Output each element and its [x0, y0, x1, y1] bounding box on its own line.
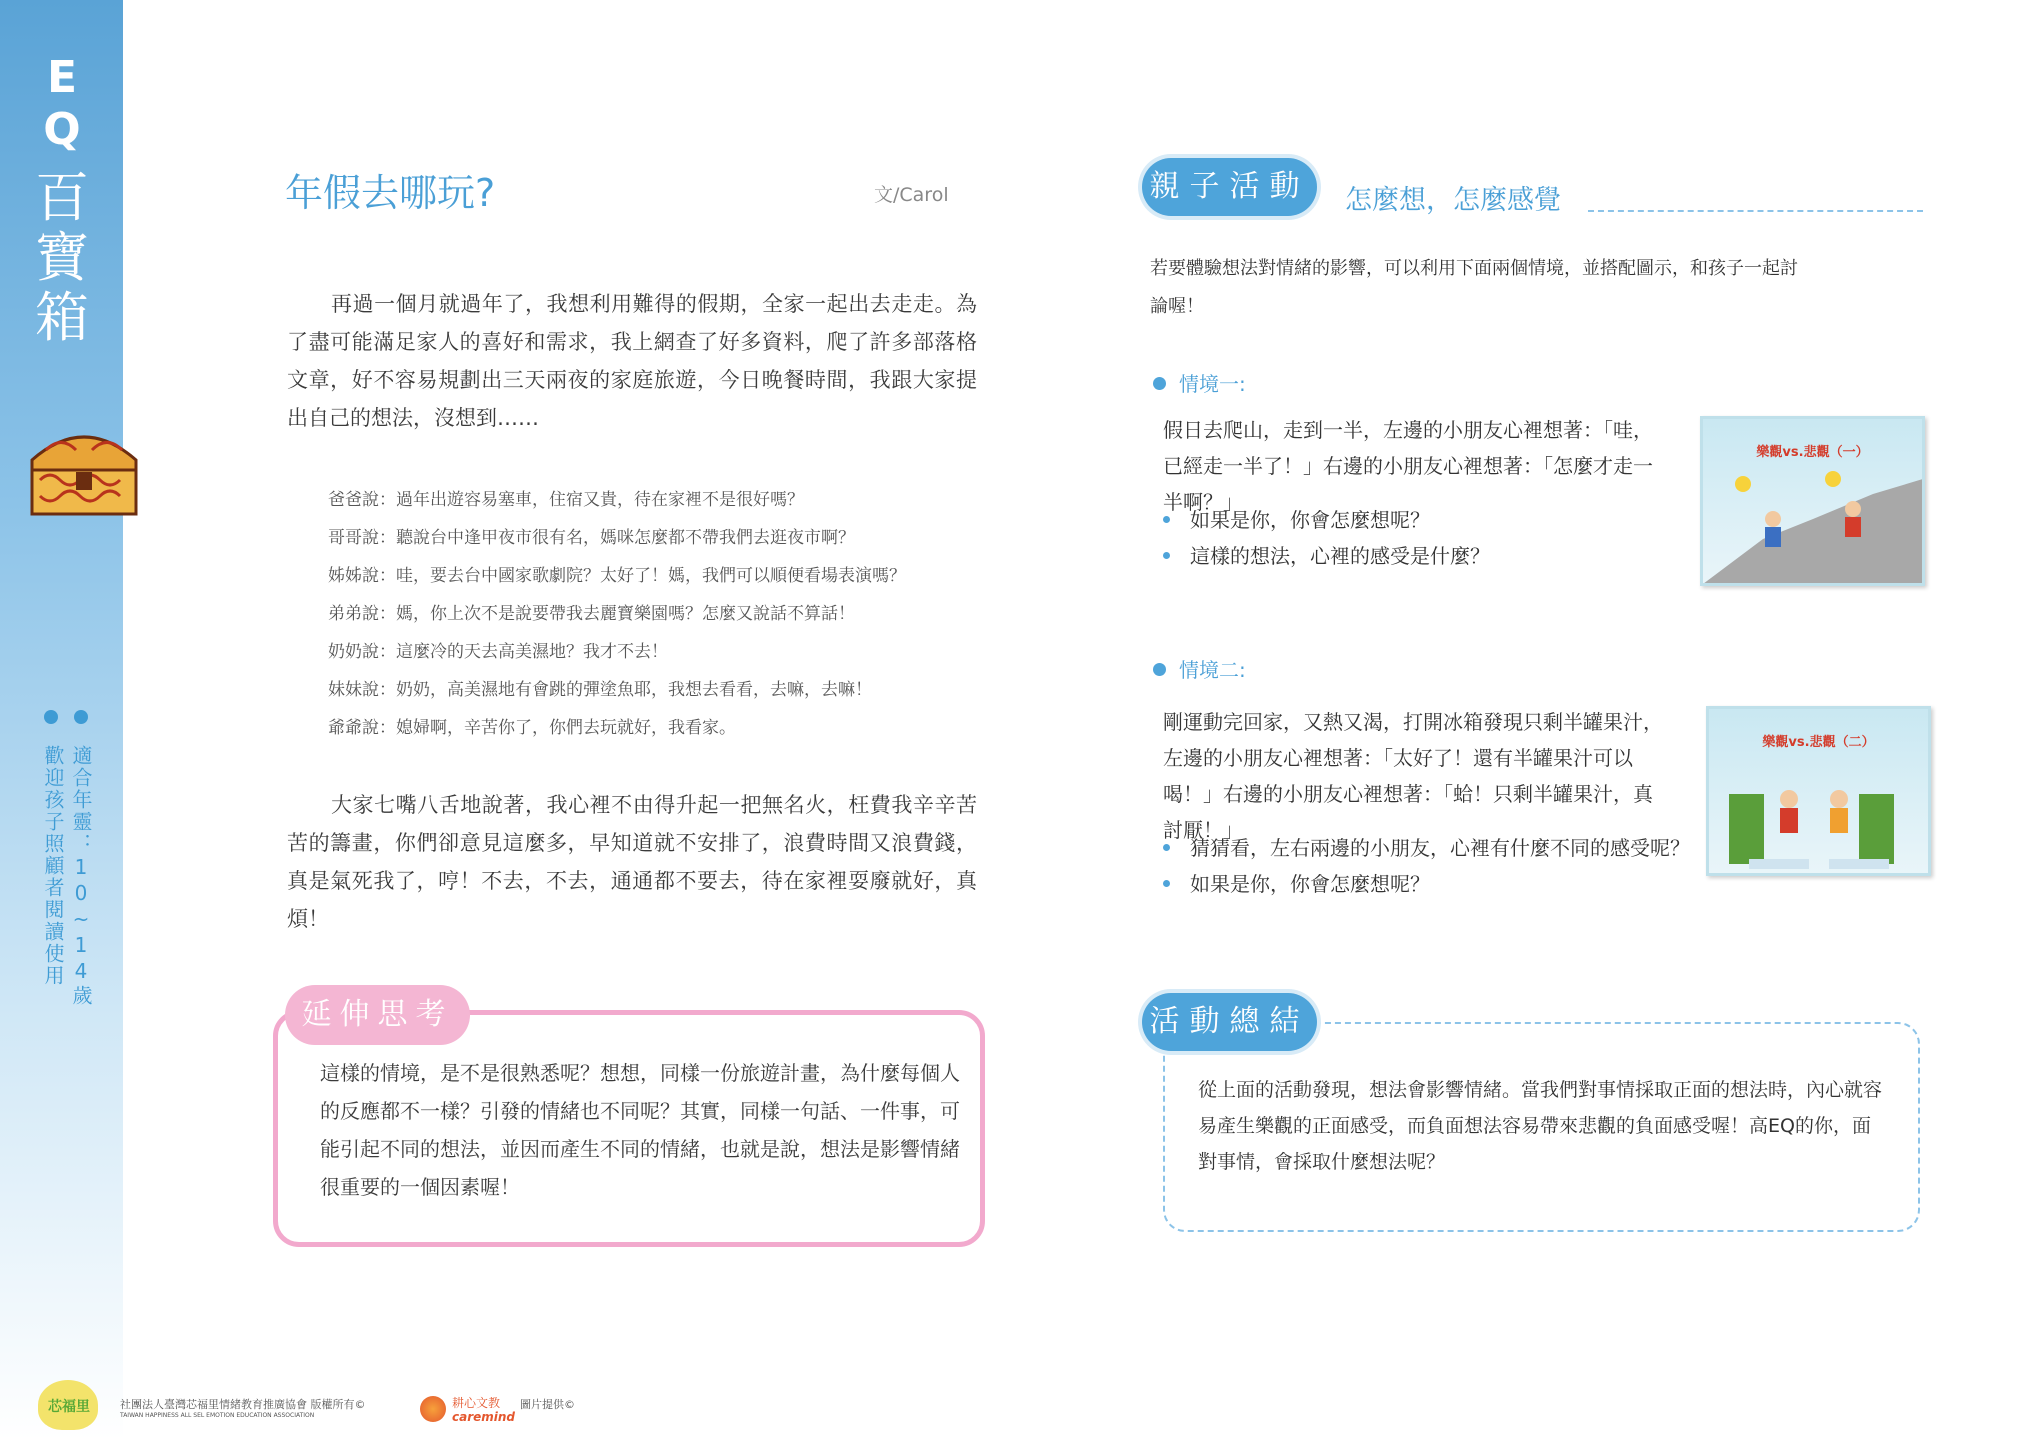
article-title: 年假去哪玩?	[285, 171, 496, 215]
dialog-line: 爺爺說：媳婦啊，辛苦你了，你們去玩就好，我看家。	[328, 718, 736, 738]
scenario1-label: 情境一:	[1153, 368, 1246, 397]
age-note: 適合年靈：10~14歲	[69, 745, 93, 1007]
think-text: 這樣的情境，是不是很熟悉呢？想想，同樣一份旅遊計畫，為什麼每個人的反應都不一樣？引發的情緒也不同呢？其實，同樣一句話、一件事，可能引起不同的想法，並因而產生不同的情緒，也就是說，想法是影響情緒很重要的一個因素喔！	[320, 1061, 960, 1199]
sidebar-q: Q	[43, 104, 81, 155]
sel-logo: 芯福里	[38, 1380, 98, 1430]
dialog-line: 妹妹說：奶奶，高美濕地有會跳的彈塗魚耶，我想去看看，去嘛，去嘛！	[328, 680, 872, 700]
footer-credit: 圖片提供©	[520, 1398, 575, 1411]
article-paragraph-2: 大家七嘴八舌地說著，我心裡不由得升起一把無名火，枉費我辛辛苦苦的籌畫，你們卻意見這麼多，早知道就不安排了，浪費時間又浪費錢，真是氣死我了，哼！不去，不去，通通都不要去，待在家裡耍廢就好，真煩！	[287, 793, 977, 931]
fridge-kids-icon	[1709, 749, 1929, 874]
sidebar-title	[30, 168, 94, 348]
scenario2-image-title: 樂觀vs.悲觀（二）	[1762, 735, 1875, 750]
caremind-brand: 耕心文教 caremind	[452, 1396, 516, 1424]
scenario1-questions	[1163, 502, 1490, 574]
sidebar-dot	[44, 710, 58, 724]
sidebar	[0, 0, 123, 1440]
scenario2-text: 剛運動完回家，又熱又渴，打開冰箱發現只剩半罐果汁，左邊的小朋友心裡想著：「太好了！還有半罐果汁可以喝！」右邊的小朋友心裡想著：「蛤！只剩半罐果汁，真討厭！」	[1163, 710, 1663, 842]
question-item: 這樣的想法，心裡的感受是什麼？	[1163, 538, 1490, 574]
dialog-line: 哥哥說：聽說台中逢甲夜市很有名，媽咪怎麼都不帶我們去逛夜市啊？	[328, 528, 855, 548]
question-item: 如果是你，你會怎麼想呢？	[1163, 502, 1490, 538]
dialog-line: 奶奶說：這麼冷的天去高美濕地？我才不去！	[328, 642, 668, 662]
guardian-note: 歡迎孩子照顧者閱讀使用	[41, 745, 65, 987]
summary-label: 活動總結	[1142, 993, 1317, 1051]
article-author: 文/Carol	[874, 184, 949, 206]
divider	[1588, 210, 1923, 212]
activity-intro: 若要體驗想法對情緒的影響，可以利用下面兩個情境，並搭配圖示，和孩子一起討論喔！	[1150, 258, 1798, 317]
think-label: 延伸思考	[285, 985, 470, 1045]
footer-org	[120, 1396, 366, 1419]
footer-org-cn: 社團法人臺灣芯福里情緒教育推廣協會 版權所有©	[120, 1398, 366, 1411]
sidebar-title-line: 寶	[35, 226, 89, 289]
scenario1-text: 假日去爬山，走到一半，左邊的小朋友心裡想著：「哇，已經走一半了！」右邊的小朋友心裡想著：「怎麼才走一半啊？」	[1163, 418, 1653, 514]
dialog-line: 爸爸說：過年出遊容易塞車，住宿又貴，待在家裡不是很好嗎？	[328, 490, 804, 510]
scenario2-label: 情境二:	[1153, 654, 1246, 683]
question-item: 如果是你，你會怎麼想呢？	[1163, 866, 1690, 902]
dialog-list	[328, 481, 968, 747]
scenario1-image-title: 樂觀vs.悲觀（一）	[1756, 445, 1869, 460]
sidebar-dot	[74, 710, 88, 724]
sidebar-title-line: 百	[35, 166, 89, 229]
activity-label: 親子活動	[1142, 158, 1317, 216]
treasure-chest-icon	[26, 420, 142, 520]
question-item: 猜猜看，左右兩邊的小朋友，心裡有什麼不同的感受呢？	[1163, 830, 1690, 866]
scenario2-illustration	[1706, 706, 1931, 876]
scenario1-illustration	[1700, 416, 1925, 586]
dialog-line: 弟弟說：媽，你上次不是說要帶我去麗寶樂園嗎？怎麼又說話不算話！	[328, 604, 855, 624]
mountain-hikers-icon	[1703, 459, 1923, 584]
scenario2-questions	[1163, 830, 1690, 902]
footer-org-en: TAIWAN HAPPINESS ALL SEL EMOTION EDUCATION ASSOCIATION	[120, 1412, 315, 1419]
activity-subtitle: 怎麼想，怎麼感覺	[1345, 185, 1561, 216]
sidebar-e: E	[46, 52, 78, 103]
sidebar-title-line: 箱	[35, 286, 89, 349]
dialog-line: 姊姊說：哇，要去台中國家歌劇院？太好了！媽，我們可以順便看場表演嗎？	[328, 566, 906, 586]
article-paragraph-1: 再過一個月就過年了，我想利用難得的假期，全家一起出去走走。為了盡可能滿足家人的喜好和需求，我上網查了好多資料，爬了許多部落格文章，好不容易規劃出三天兩夜的家庭旅遊，今日晚餐時間，我跟大家提出自己的想法，沒想到……	[287, 292, 977, 430]
summary-text: 從上面的活動發現，想法會影響情緒。當我們對事情採取正面的想法時，內心就容易產生樂觀的正面感受，而負面想法容易帶來悲觀的負面感受喔！高EQ的你，面對事情，會採取什麼想法呢？	[1198, 1079, 1883, 1173]
caremind-logo-icon	[420, 1396, 446, 1422]
